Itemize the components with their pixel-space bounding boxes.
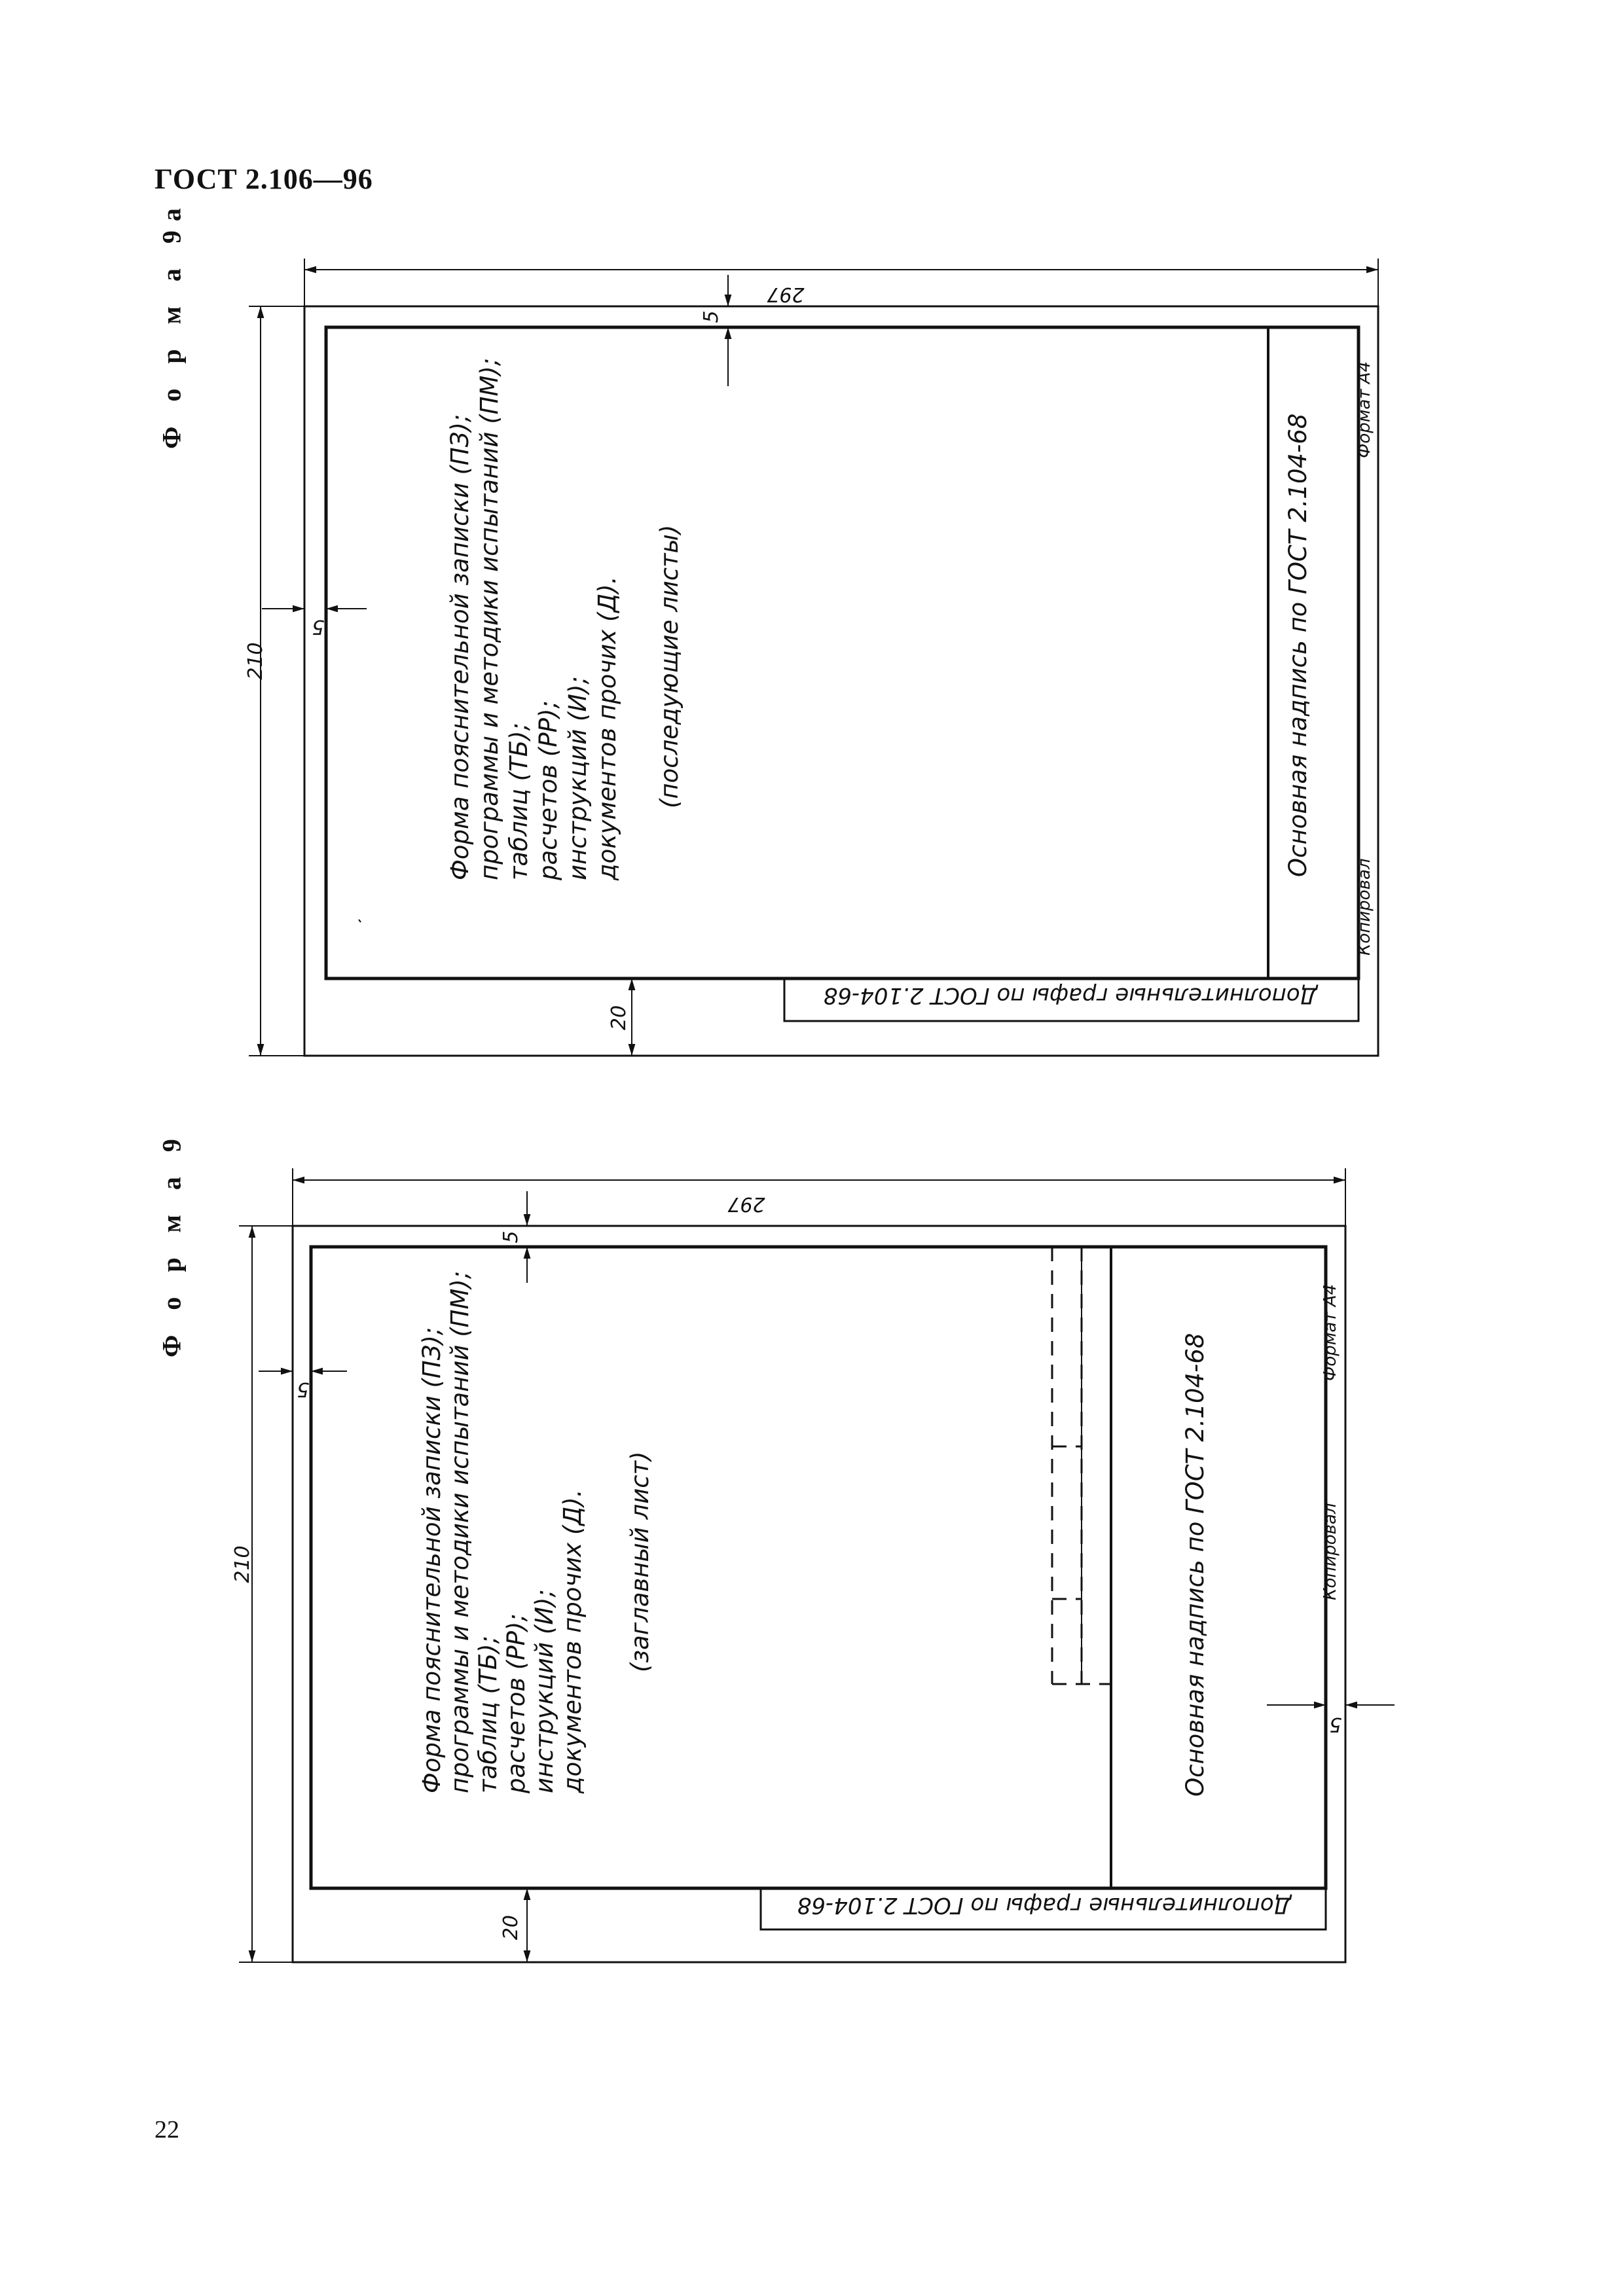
form-9-dim-210: 210: [231, 1545, 254, 1583]
form-9a-format: Формат А4: [1355, 361, 1374, 458]
form-9a-dim-297: 297: [767, 283, 805, 306]
page-number: 22: [155, 2116, 179, 2144]
form-9a-extra-columns-text: Дополнительные графы по ГОСТ 2.104-68: [823, 982, 1318, 1009]
form-9a-body-line: инструкций (И);: [564, 676, 592, 880]
form-9a-body-lines: [446, 358, 621, 881]
form-9a-body-line: таблиц (ТБ);: [505, 722, 533, 880]
form-9a-dim-5-left: 5: [312, 615, 325, 638]
form-9-extra-columns-text: Дополнительные графы по ГОСТ 2.104-68: [797, 1892, 1292, 1918]
form-9-body-line: расчетов (РР);: [502, 1613, 530, 1793]
form-9-body-line: таблиц (ТБ);: [474, 1635, 502, 1793]
form-9a-dim-5-top: 5: [700, 310, 723, 323]
form-9a-copied: Копировал: [1355, 858, 1374, 956]
form-9-dim-297: 297: [727, 1193, 765, 1215]
form-9a-sheet-note: (последующие листы): [655, 524, 684, 808]
form-9-title-block-text: Основная надпись по ГОСТ 2.104-68: [1181, 1333, 1209, 1797]
form-9a-label: Ф о р м а 9а: [156, 199, 187, 449]
form-9-dim-20: 20: [500, 1914, 522, 1941]
form-9a-body-line: программы и методики испытаний (ПМ);: [475, 357, 503, 880]
document-header: ГОСТ 2.106—96: [155, 163, 373, 195]
form-9-dim-5-left: 5: [297, 1378, 310, 1401]
form-9-dim-5-top: 5: [500, 1230, 522, 1244]
form-9-sheet-note: (заглавный лист): [626, 1451, 654, 1672]
form-9-dim-5-right: 5: [1329, 1713, 1342, 1736]
form-9-format: Формат А4: [1321, 1283, 1340, 1381]
form-9-body-line: инструкций (И);: [530, 1589, 558, 1793]
form-9a-body-line: Форма пояснительной записки (ПЗ);: [446, 414, 474, 880]
form-9a-drawing: [249, 259, 1378, 1056]
form-9-label: Ф о р м а 9: [156, 1130, 187, 1357]
form-9-body-lines: [418, 1271, 587, 1794]
form-9-body-line: документов прочих (Д).: [558, 1489, 587, 1793]
form-9-copied: Копировал: [1321, 1503, 1340, 1600]
form-9a-body-line: документов прочих (Д).: [593, 576, 621, 880]
form-9a-title-block-text: Основная надпись по ГОСТ 2.104-68: [1284, 413, 1312, 877]
form-9-drawing: [239, 1168, 1395, 1962]
form-9a-dim-20: 20: [608, 1005, 630, 1031]
form-9a-dim-210: 210: [244, 642, 267, 680]
form-9-body-line: Форма пояснительной записки (ПЗ);: [418, 1327, 446, 1793]
form-9a-body-line: расчетов (РР);: [534, 700, 562, 880]
form-9-body-line: программы и методики испытаний (ПМ);: [446, 1270, 474, 1793]
